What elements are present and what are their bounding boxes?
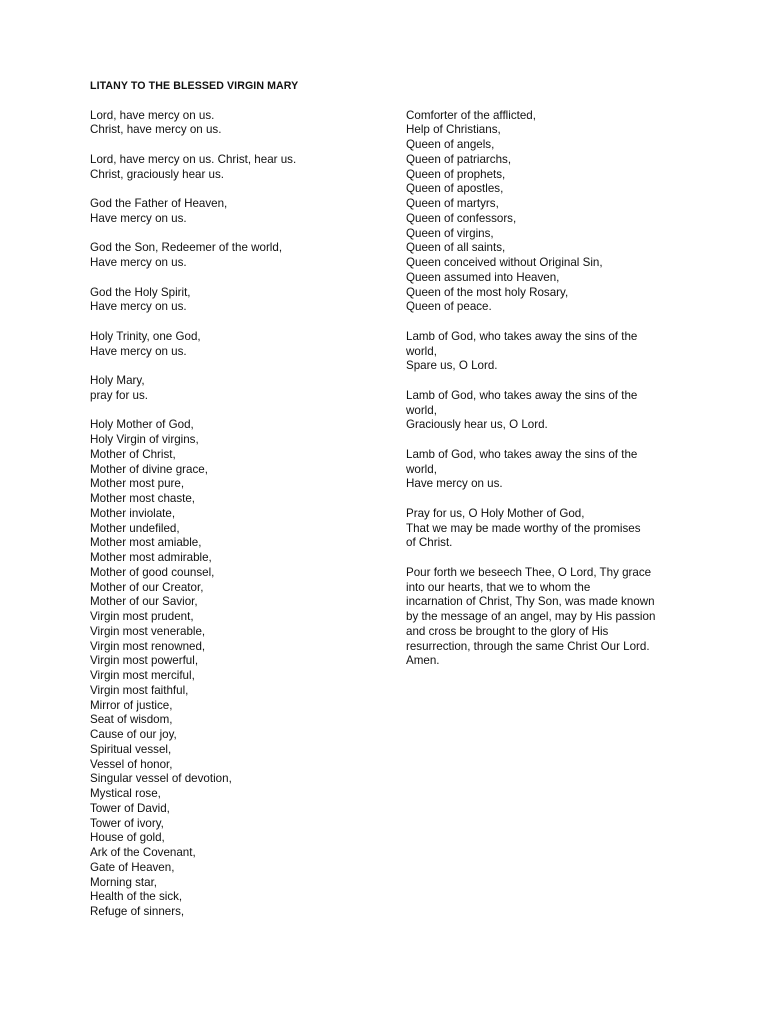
stanza [90,153,390,183]
right-column [406,109,684,670]
stanza [90,241,390,271]
litany-line: Spiritual vessel, [90,742,172,756]
litany-line: God the Son, Redeemer of the world, [90,241,283,255]
litany-line: Pray for us, O Holy Mother of God, [406,506,585,520]
litany-line: That we may be made worthy of the promises [406,521,641,535]
stanza-gap [406,315,684,330]
stanza [406,330,684,374]
litany-line: House of gold, [90,831,165,845]
litany-line: God the Holy Spirit, [90,285,191,299]
litany-line: Mystical rose, [90,787,161,800]
litany-line: Mother most pure, [90,477,185,491]
stanza [90,418,390,920]
litany-line: Christ, have mercy on us. [90,123,222,137]
left-column [90,109,390,920]
litany-line: Queen of peace. [406,300,492,314]
litany-line: Christ, graciously hear us. [90,167,225,181]
stanza [406,109,684,316]
litany-line: Queen of angels, [406,138,495,151]
litany-line: and cross be brought to the glory of His [406,624,609,638]
stanza [406,507,684,551]
litany-line: Mother most amiable, [90,536,202,550]
litany-line: into our hearts, that we to whom the [406,580,591,594]
litany-line: Queen of apostles, [406,182,504,196]
litany-line: Seat of wisdom, [90,713,173,727]
document-title: LITANY TO THE BLESSED VIRGIN MARY [90,80,299,92]
litany-line: Mother most chaste, [90,492,196,505]
litany-line: Mother inviolate, [90,506,176,520]
litany-line: resurrection, through the same Christ Our Lord. [406,639,650,653]
litany-line: Lamb of God, who takes away the sins of the [406,329,638,343]
litany-line: Singular vessel of devotion, [90,772,232,786]
litany-line: Morning star, [90,875,158,889]
litany-line: Mother of divine grace, [90,462,208,476]
litany-line: Mother of Christ, [90,447,176,461]
litany-line: Tower of David, [90,801,170,815]
litany-line: Help of Christians, [406,123,501,137]
litany-line: Queen of martyrs, [406,197,499,210]
stanza-gap [406,551,684,566]
litany-line: Virgin most prudent, [90,610,194,623]
stanza [406,448,684,492]
litany-line: Holy Virgin of virgins, [90,433,199,446]
litany-line: Mother of our Creator, [90,580,204,594]
litany-line: Queen conceived without Original Sin, [406,256,603,269]
litany-line: Amen. [406,654,440,668]
litany-line: Queen of virgins, [406,226,494,240]
litany-line: Have mercy on us. [90,300,187,314]
stanza [90,109,390,139]
litany-line: God the Father of Heaven, [90,197,228,210]
litany-line: Lord, have mercy on us. Christ, hear us. [90,152,297,166]
litany-line: Pour forth we beseech Thee, O Lord, Thy grace [406,565,652,579]
stanza [90,330,390,360]
litany-line: Virgin most merciful, [90,669,195,682]
litany-line: Holy Mary, [90,374,145,387]
litany-line: Refuge of sinners, [90,905,185,918]
litany-line: Virgin most powerful, [90,654,199,668]
stanza-gap [406,433,684,448]
litany-line: Queen of confessors, [406,211,517,225]
litany-line: Lamb of God, who takes away the sins of the [406,447,638,461]
stanza-gap [90,271,390,286]
litany-line: Mother of good counsel, [90,565,215,579]
litany-line: Mother most admirable, [90,551,212,564]
stanza-gap [90,227,390,242]
litany-line: incarnation of Christ, Thy Son, was made known [406,595,655,609]
litany-line: Gate of Heaven, [90,860,175,874]
stanza [406,566,684,669]
stanza-gap [90,359,390,374]
stanza-gap [90,404,390,419]
litany-line: Spare us, O Lord. [406,359,498,373]
litany-line: Vessel of honor, [90,757,173,771]
litany-line: Queen of prophets, [406,167,506,181]
litany-line: Have mercy on us. [90,344,187,358]
litany-line: Lamb of God, who takes away the sins of the [406,388,638,402]
litany-line: by the message of an angel, may by His passion [406,610,656,623]
stanza [90,374,390,404]
litany-line: world, [406,344,437,358]
litany-line: Comforter of the afflicted, [406,108,536,122]
litany-line: Mother undefiled, [90,521,180,535]
stanza-gap [90,315,390,330]
litany-line: Virgin most venerable, [90,624,206,638]
stanza [406,389,684,433]
litany-line: Mother of our Savior, [90,595,198,609]
litany-line: of Christ. [406,536,453,550]
litany-line: Have mercy on us. [90,211,187,225]
litany-line: Holy Trinity, one God, [90,329,201,343]
litany-line: world, [406,403,437,417]
litany-line: Have mercy on us. [90,256,187,269]
litany-line: Queen of all saints, [406,241,506,255]
stanza [90,197,390,227]
litany-line: Virgin most renowned, [90,639,206,653]
stanza-gap [90,138,390,153]
litany-line: Lord, have mercy on us. [90,108,215,122]
litany-line: Queen assumed into Heaven, [406,270,560,284]
litany-line: Queen of patriarchs, [406,152,512,166]
litany-line: Cause of our joy, [90,728,177,741]
litany-line: world, [406,462,437,476]
litany-line: Ark of the Covenant, [90,846,196,859]
stanza-gap [406,374,684,389]
stanza [90,286,390,316]
litany-line: Virgin most faithful, [90,683,189,697]
litany-line: Have mercy on us. [406,477,503,491]
litany-line: Mirror of justice, [90,698,173,712]
litany-line: Graciously hear us, O Lord. [406,418,548,432]
litany-line: pray for us. [90,388,148,402]
stanza-gap [90,182,390,197]
litany-line: Holy Mother of God, [90,418,194,432]
litany-line: Tower of ivory, [90,816,164,830]
litany-line: Queen of the most holy Rosary, [406,285,569,299]
litany-line: Health of the sick, [90,890,183,904]
stanza-gap [406,492,684,507]
